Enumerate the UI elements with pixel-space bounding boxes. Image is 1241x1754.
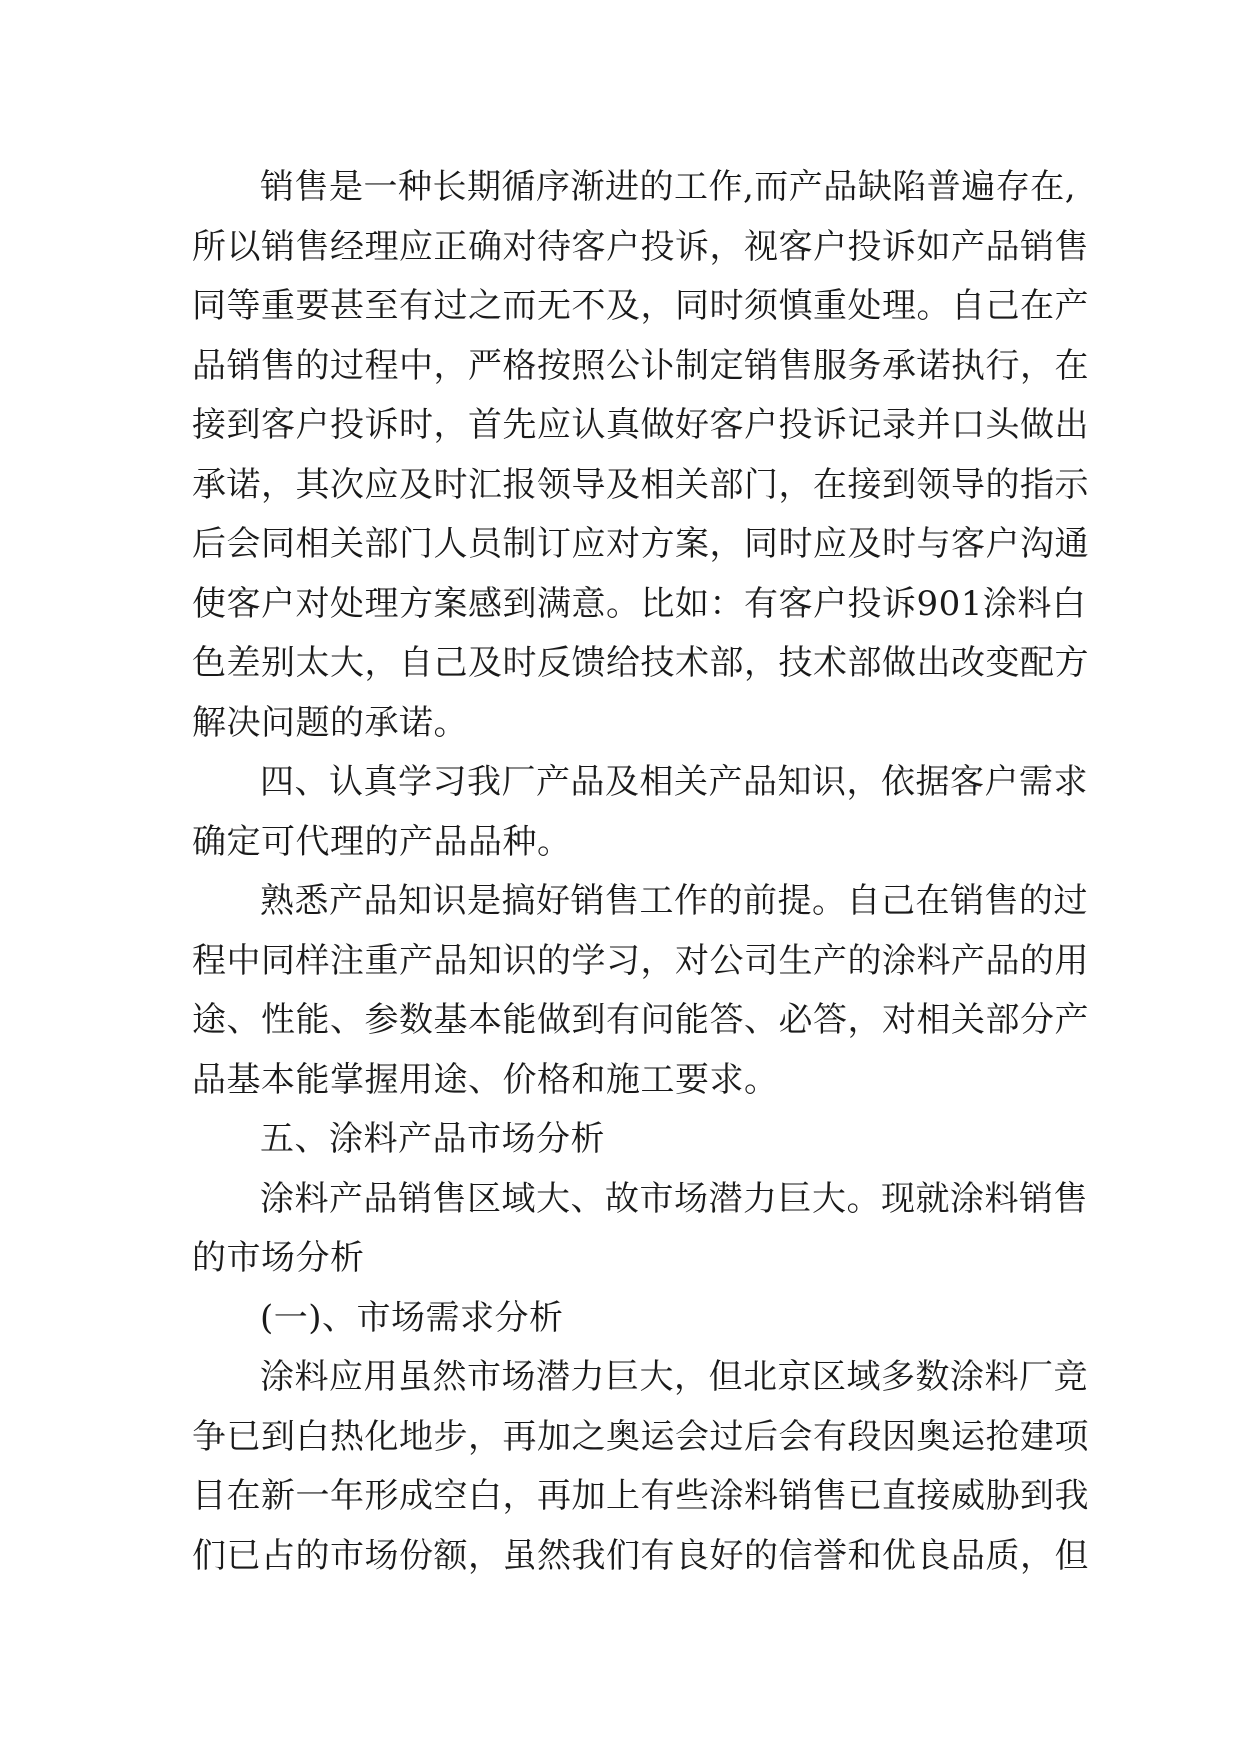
document-page bbox=[192, 158, 1089, 1586]
paragraph-line: 承诺，其次应及时汇报领导及相关部门，在接到领导的指示 bbox=[192, 464, 1089, 505]
paragraph-line: 解决问题的承诺。 bbox=[192, 702, 468, 743]
section-heading-line: 确定可代理的产品品种。 bbox=[192, 821, 572, 862]
paragraph-line: 所以销售经理应正确对待客户投诉，视客户投诉如产品销售 bbox=[192, 226, 1089, 267]
paragraph-line: 后会同相关部门人员制订应对方案，同时应及时与客户沟通 bbox=[192, 524, 1089, 564]
paragraph-line: 程中同样注重产品知识的学习，对公司生产的涂料产品的用 bbox=[192, 940, 1089, 981]
paragraph-line: 们已占的市场份额，虽然我们有良好的信誉和优良品质，但 bbox=[192, 1535, 1089, 1576]
paragraph-line: 的市场分析 bbox=[192, 1238, 365, 1278]
paragraph-line: 途、性能、参数基本能做到有问能答、必答，对相关部分产 bbox=[192, 1000, 1089, 1040]
paragraph-line: 色差别太大，自己及时反馈给技术部，技术部做出改变配方 bbox=[192, 643, 1089, 683]
section-heading-line: 四、认真学习我厂产品及相关产品知识，依据客户需求 bbox=[260, 762, 1088, 802]
section-heading-line: 五、涂料产品市场分析 bbox=[260, 1119, 605, 1159]
paragraph-line: 目在新一年形成空白，再加上有些涂料销售已直接威胁到我 bbox=[192, 1476, 1089, 1516]
paragraph-line: 熟悉产品知识是搞好销售工作的前提。自己在销售的过 bbox=[260, 881, 1088, 921]
paragraph-line: 接到客户投诉时，首先应认真做好客户投诉记录并口头做出 bbox=[192, 405, 1089, 445]
paragraph-line: 争已到白热化地步，再加之奥运会过后会有段因奥运抢建项 bbox=[192, 1416, 1089, 1457]
paragraph-line: 品销售的过程中，严格按照公讣制定销售服务承诺执行，在 bbox=[192, 345, 1089, 386]
paragraph-line: 使客户对处理方案感到满意。比如：有客户投诉901涂料白 bbox=[192, 583, 1087, 624]
paragraph-line: 销售是一种长期循序渐进的工作,而产品缺陷普遍存在, bbox=[260, 167, 1077, 207]
paragraph-line: 同等重要甚至有过之而无不及，同时须慎重处理。自己在产 bbox=[192, 286, 1089, 326]
paragraph-line: 涂料应用虽然市场潜力巨大，但北京区域多数涂料厂竞 bbox=[260, 1357, 1088, 1397]
paragraph-line: 涂料产品销售区域大、故市场潜力巨大。现就涂料销售 bbox=[260, 1178, 1088, 1219]
subsection-heading-line: (一)、市场需求分析 bbox=[260, 1297, 564, 1338]
paragraph-line: 品基本能掌握用途、价格和施工要求。 bbox=[192, 1059, 779, 1100]
